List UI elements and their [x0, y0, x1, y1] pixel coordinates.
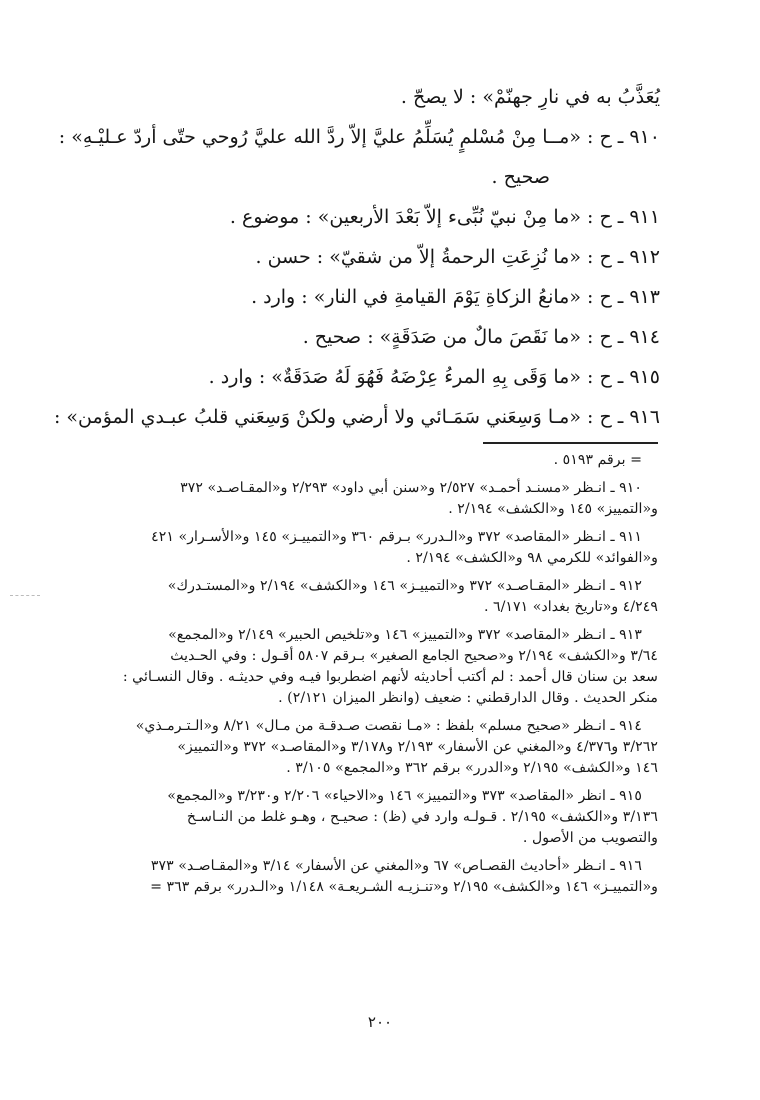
- footnote-line: و«التمييز» ١٤٥ و«الكشف» ٢/١٩٤ .: [448, 501, 658, 517]
- scan-margin-mark: [10, 595, 40, 596]
- hadith-entry-916: ٩١٦ ـ ح : «مـا وَسِعَني سَمَـائي ولا أرضي ولكنْ وَسِعَني قلبُ عبـدي المؤمن» :: [53, 406, 660, 428]
- footnote-915: [86, 786, 658, 849]
- footnote-line: منكر الحديث . وقال الدارقطني : ضعيف (وانظر الميزان ٢/١٢١) .: [278, 690, 658, 706]
- footnote-line: ٩١٣ ـ انـظر «المقاصد» ٣٧٢ و«التمييز» ١٤٦ و«تلخيص الحبير» ٢/١٤٩ و«المجمع»: [168, 627, 642, 643]
- footnote-913: [86, 625, 658, 709]
- text-line: صحيح .: [491, 166, 550, 188]
- footnote-line: ٤/٢٤٩ و«تاريخ بغداد» ٦/١٧١ .: [483, 599, 658, 615]
- footnote-line: ٩١٠ ـ انـظر «مسنـد أحمـد» ٢/٥٢٧ و«سنن أبي داود» ٢/٢٩٣ و«المقـاصـد» ٣٧٢: [180, 480, 642, 496]
- hadith-entry-910: [58, 124, 660, 190]
- footnote-line: ٩١٤ ـ انـظر «صحيح مسلم» بلفظ : «مـا نقصت صـدقـة من مـال» ٨/٢١ و«الـتـرمـذي»: [135, 718, 642, 734]
- footnote-line: ٣/١٣٦ و«الكشف» ٢/١٩٥ . قـولـه وارد في (ظ) : صحيـح ، وهـو غلط من النـاسـخ: [186, 809, 658, 825]
- footnote-line: ١٤٦ و«الكشف» ٢/١٩٥ و«الدرر» برقم ٣٦٢ و«المجمع» ٣/١٠٥ .: [286, 760, 658, 776]
- footnote-910: [86, 478, 658, 520]
- hadith-entry-913: ٩١٣ ـ ح : «مانعُ الزكاةِ يَوْمَ القيامةِ في النار» : وارد .: [251, 286, 660, 308]
- footnotes: [86, 450, 658, 898]
- footnote-line: = برقم ٥١٩٣ .: [553, 452, 642, 468]
- footnote-line: ٣/٦٤ و«الكشف» ٢/١٩٤ و«صحيح الجامع الصغير» بـرقم ٥٨٠٧ أقـول : وفي الحـديث: [170, 648, 658, 664]
- text-line: يُعَذَّبُ به في نارِ جهنّمْ» : لا يصحّ .: [400, 86, 660, 108]
- footnote-916: [86, 856, 658, 898]
- footnote-line: و«التمييـز» ١٤٦ و«الكشف» ٢/١٩٥ و«تنـزيـه الشـريعـة» ١/١٤٨ و«الـدرر» برقم ٣٦٣ =: [150, 879, 658, 895]
- footnote-line: والتصويب من الأصول .: [522, 830, 658, 846]
- footnote-line: ٩١١ ـ انـظر «المقاصد» ٣٧٢ و«الـدرر» بـرقم ٣٦٠ و«التمييـز» ١٤٥ و«الأسـرار» ٤٢١: [151, 529, 642, 545]
- footnote-914: [86, 716, 658, 779]
- hadith-entry-911: ٩١١ ـ ح : «ما مِنْ نبيّ نُبِّىء إلاّ بَعْدَ الأربعين» : موضوع .: [229, 206, 660, 228]
- footnote-line: ٩١٦ ـ انـظر «أحاديث القصـاص» ٦٧ و«المغني عن الأسفار» ٣/١٤ و«المقـاصـد» ٣٧٣: [150, 858, 642, 874]
- footnote-line: سعد بن سنان قال أحمد : لم أكتب أحاديثه لأنهم اضطربوا فيـه وفي حديثـه . وقال النسـائي :: [122, 669, 658, 685]
- footnote-line: ٣/٢٦٢ و٤/٣٧٦ و«المغني عن الأسفار» ٢/١٩٣ و٣/١٧٨ و«المقاصـد» ٣٧٢ و«التمييز»: [177, 739, 658, 755]
- text-line: ٩١٠ ـ ح : «مــا مِنْ مُسْلمٍ يُسَلِّمُ عليَّ إلاّ ردَّ الله عليَّ رُوحي حتّى أردّ عـليْـهِ» :: [58, 126, 660, 148]
- footnote-divider: [483, 442, 658, 444]
- page-number: ٢٠٠: [367, 1013, 393, 1031]
- footnote-912: [86, 576, 658, 618]
- footnote-line: ٩١٢ ـ انـظر «المقـاصـد» ٣٧٢ و«التمييـز» ١٤٦ و«الكشف» ٢/١٩٤ و«المستـدرك»: [167, 578, 642, 594]
- hadith-entry-915: ٩١٥ ـ ح : «ما وَقَى بِهِ المرءُ عِرْضَهُ فَهُوَ لَهُ صَدَقَةٌ» : وارد .: [208, 366, 660, 388]
- main-text: [53, 84, 660, 444]
- footnote-line: و«الفوائد» للكرمي ٩٨ و«الكشف» ٢/١٩٤ .: [406, 550, 658, 566]
- footnote-911: [86, 527, 658, 569]
- hadith-entry-914: ٩١٤ ـ ح : «ما نَقَصَ مالٌ من صَدَقَةٍ» : صحيح .: [302, 326, 660, 348]
- footnote-line: ٩١٥ ـ انظر «المقاصد» ٣٧٣ و«التمييز» ١٤٦ و«الاحياء» ٢/٢٠٦ و٣/٢٣٠ و«المجمع»: [167, 788, 642, 804]
- hadith-entry-912: ٩١٢ ـ ح : «ما نُزِعَتِ الرحمةُ إلاّ من شقيّ» : حسن .: [255, 246, 660, 268]
